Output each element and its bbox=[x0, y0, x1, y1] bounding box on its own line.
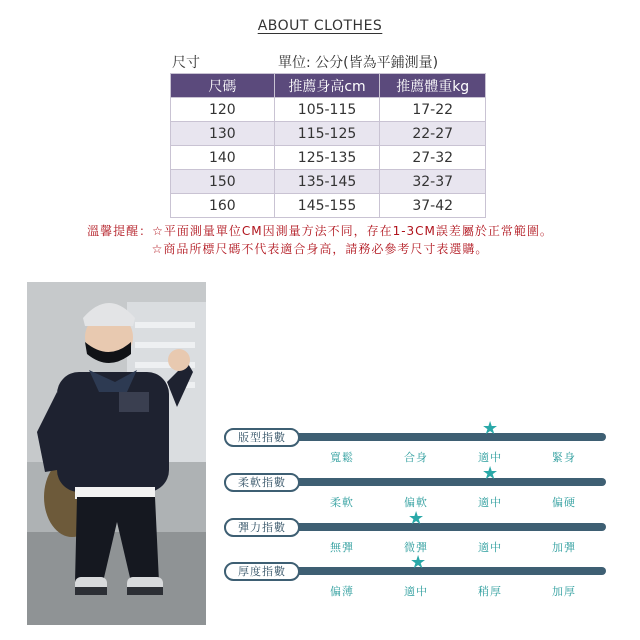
table-row bbox=[171, 98, 486, 122]
indicator-option: 合身 bbox=[404, 451, 428, 464]
cell-size: 130 bbox=[171, 122, 275, 146]
cell-size: 150 bbox=[171, 170, 275, 194]
note-size-advice: ☆商品所標尺碼不代表適合身高，請務必參考尺寸表選購。 bbox=[151, 242, 489, 256]
indicator-option: 無彈 bbox=[330, 541, 354, 554]
indicator-option: 微彈 bbox=[404, 541, 428, 554]
indicator-elasticity bbox=[224, 508, 614, 554]
unit-label: 單位: 公分(皆為平鋪測量) bbox=[278, 55, 439, 71]
header-size: 尺碼 bbox=[171, 74, 275, 98]
model-illustration bbox=[27, 282, 206, 625]
star-icon: ★ bbox=[482, 463, 499, 484]
indicator-option: 偏硬 bbox=[552, 496, 576, 509]
star-icon: ★ bbox=[482, 418, 499, 439]
page-title: ABOUT CLOTHES bbox=[257, 18, 383, 34]
indicator-option: 適中 bbox=[478, 451, 502, 464]
product-photo bbox=[27, 282, 206, 625]
table-row bbox=[171, 170, 486, 194]
indicator-option: 加厚 bbox=[552, 585, 576, 598]
size-chart-caption bbox=[170, 52, 486, 72]
table-row bbox=[171, 194, 486, 218]
indicator-option: 稍厚 bbox=[478, 585, 502, 598]
indicator-thickness bbox=[224, 552, 614, 598]
indicator-option: 緊身 bbox=[552, 451, 576, 464]
cell-weight: 32-37 bbox=[380, 170, 486, 194]
indicator-title: 柔軟指數 bbox=[224, 473, 300, 492]
indicator-option: 適中 bbox=[404, 585, 428, 598]
cell-size: 160 bbox=[171, 194, 275, 218]
indicator-title: 厚度指數 bbox=[224, 562, 300, 581]
cell-weight: 27-32 bbox=[380, 146, 486, 170]
indicator-title: 彈力指數 bbox=[224, 518, 300, 537]
header-weight: 推薦體重kg bbox=[380, 74, 486, 98]
table-row bbox=[171, 146, 486, 170]
indicator-softness bbox=[224, 463, 614, 509]
cell-height: 105-115 bbox=[274, 98, 380, 122]
indicator-option: 寬鬆 bbox=[330, 451, 354, 464]
star-icon: ★ bbox=[410, 552, 427, 573]
indicator-option: 適中 bbox=[478, 541, 502, 554]
indicator-option: 偏軟 bbox=[404, 496, 428, 509]
indicator-option: 適中 bbox=[478, 496, 502, 509]
cell-height: 145-155 bbox=[274, 194, 380, 218]
indicator-title: 版型指數 bbox=[224, 428, 300, 447]
cell-height: 115-125 bbox=[274, 122, 380, 146]
table-row bbox=[171, 122, 486, 146]
cell-weight: 17-22 bbox=[380, 98, 486, 122]
size-chart-table bbox=[170, 73, 486, 218]
indicator-fit bbox=[224, 418, 614, 464]
size-label: 尺寸 bbox=[172, 55, 200, 71]
cell-height: 125-135 bbox=[274, 146, 380, 170]
size-chart-header-row bbox=[171, 74, 486, 98]
indicator-option: 加彈 bbox=[552, 541, 576, 554]
indicator-option: 偏薄 bbox=[330, 585, 354, 598]
cell-size: 140 bbox=[171, 146, 275, 170]
cell-weight: 22-27 bbox=[380, 122, 486, 146]
cell-size: 120 bbox=[171, 98, 275, 122]
indicator-option: 柔軟 bbox=[330, 496, 354, 509]
star-icon: ★ bbox=[408, 508, 425, 529]
header-height: 推薦身高cm bbox=[274, 74, 380, 98]
cell-weight: 37-42 bbox=[380, 194, 486, 218]
note-measurement: 溫馨提醒：☆平面測量單位CM因測量方法不同，存在1-3CM誤差屬於正常範圍。 bbox=[87, 224, 553, 238]
cell-height: 135-145 bbox=[274, 170, 380, 194]
